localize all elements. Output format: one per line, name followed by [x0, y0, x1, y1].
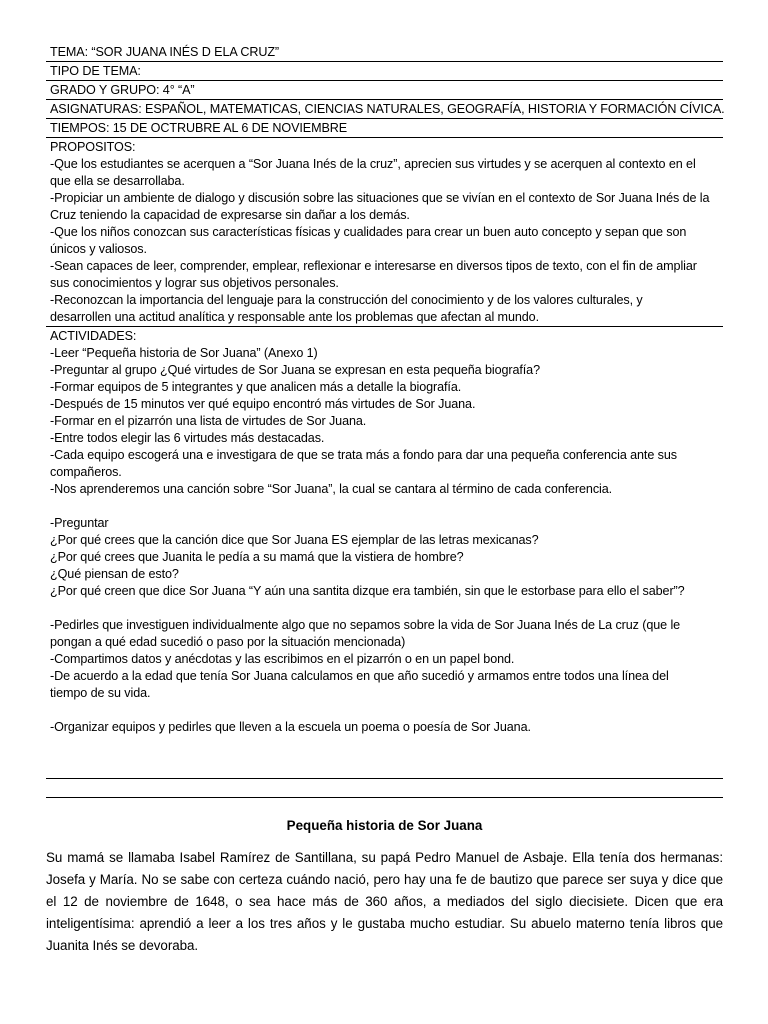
blank-line — [50, 600, 719, 617]
blank-line — [50, 702, 719, 719]
actividad-line: -Después de 15 minutos ver qué equipo encontró más virtudes de Sor Juana. — [50, 397, 476, 411]
propositos-heading: PROPOSITOS: — [50, 140, 136, 154]
story-title: Pequeña historia de Sor Juana — [286, 818, 483, 833]
actividad-line: -Organizar equipos y pedirles que lleven a la escuela un poema o poesía de Sor Juana. — [50, 720, 531, 734]
proposito-line: -Que los niños conozcan sus características físicas y cualidades para crear un buen auto concepto y sepan que son — [50, 225, 687, 239]
lesson-plan-table — [46, 43, 723, 779]
actividades-row — [46, 327, 723, 779]
actividad-line: ¿Por qué creen que dice Sor Juana “Y aún una santita dizque era también, sin que le estorbase para ello el saber”? — [50, 584, 685, 598]
story-paragraph: Su mamá se llamaba Isabel Ramírez de Santillana, su papá Pedro Manuel de Asbaje. Ella tenía dos hermanas: Josefa y María. No se sabe con certeza cuándo nació, pero hay una fe de bautizo que parece ser suya y dice que el 12 de noviembre de 1648, o sea hace más de 360 años, a mediados del siglo diecisiete. Dicen que era inteligentísima: aprendió a leer a los tres años y le gustaba mucho estudiar. Su abuelo materno tenía libros que Juanita Inés se devoraba. — [46, 850, 723, 953]
proposito-line: únicos y valiosos. — [50, 242, 147, 256]
proposito-line: -Propiciar un ambiente de dialogo y discusión sobre las situaciones que se vivían en el contexto de Sor Juana Inés de la — [50, 191, 710, 205]
tiempos-row — [46, 119, 723, 138]
actividad-line: -Formar en el pizarrón una lista de virtudes de Sor Juana. — [50, 414, 367, 428]
tema-text: TEMA: “SOR JUANA INÉS D ELA CRUZ” — [50, 45, 280, 59]
actividades-list — [50, 345, 719, 736]
actividad-line: -Entre todos elegir las 6 virtudes más destacadas. — [50, 431, 325, 445]
actividad-line: compañeros. — [50, 465, 122, 479]
actividad-line: tiempo de su vida. — [50, 686, 151, 700]
actividad-line: ¿Por qué crees que Juanita le pedía a su mamá que la vistiera de hombre? — [50, 550, 464, 564]
actividad-line: -Preguntar — [50, 516, 109, 530]
actividad-line: -Pedirles que investiguen individualmente algo que no sepamos sobre la vida de Sor Juana Inés de La cruz (que le — [50, 618, 681, 632]
actividad-line: -Compartimos datos y anécdotas y las escribimos en el pizarrón o en un papel bond. — [50, 652, 515, 666]
proposito-line: -Reconozcan la importancia del lenguaje para la construcción del conocimiento y de los valores culturales, y — [50, 293, 643, 307]
propositos-row — [46, 138, 723, 327]
actividad-line: pongan a qué edad sucedió o paso por la situación mencionada) — [50, 635, 406, 649]
propositos-list — [50, 156, 719, 326]
tipo-text: TIPO DE TEMA: — [50, 64, 141, 78]
actividad-line: -Formar equipos de 5 integrantes y que analicen más a detalle la biografía. — [50, 380, 462, 394]
section-divider — [46, 797, 723, 798]
actividad-line: ¿Qué piensan de esto? — [50, 567, 179, 581]
actividad-line: -De acuerdo a la edad que tenía Sor Juana calculamos en que año sucedió y armamos entre todos una línea del — [50, 669, 669, 683]
actividades-heading: ACTIVIDADES: — [50, 329, 137, 343]
actividad-line: -Nos aprenderemos una canción sobre “Sor Juana”, la cual se cantara al término de cada conferencia. — [50, 482, 613, 496]
tema-row — [46, 43, 723, 62]
asignaturas-row — [46, 100, 723, 119]
tiempos-text: TIEMPOS: 15 DE OCTRUBRE AL 6 DE NOVIEMBRE — [50, 121, 348, 135]
proposito-line: -Sean capaces de leer, comprender, emplear, reflexionar e interesarse en diversos tipos de texto, con el fin de ampliar — [50, 259, 697, 273]
tipo-row — [46, 62, 723, 81]
actividad-line: -Preguntar al grupo ¿Qué virtudes de Sor Juana se expresan en esta pequeña biografía? — [50, 363, 540, 377]
proposito-line: que ella se desarrollaba. — [50, 174, 185, 188]
proposito-line: desarrollen una actitud analítica y responsable ante los problemas que afectan al mundo. — [50, 310, 539, 324]
asignaturas-text: ASIGNATURAS: ESPAÑOL, MATEMATICAS, CIENCIAS NATURALES, GEOGRAFÍA, HISTORIA Y FORMACIÓN CÍVICA. — [50, 102, 725, 116]
grado-row — [46, 81, 723, 100]
grado-text: GRADO Y GRUPO: 4° “A” — [50, 83, 195, 97]
proposito-line: -Que los estudiantes se acerquen a “Sor Juana Inés de la cruz”, aprecien sus virtudes y se acerquen al contexto en el — [50, 157, 696, 171]
proposito-line: sus conocimientos y lograr sus objetivos personales. — [50, 276, 339, 290]
proposito-line: Cruz teniendo la capacidad de expresarse sin dañar a los demás. — [50, 208, 410, 222]
actividad-line: -Cada equipo escogerá una e investigara de que se trata más a fondo para dar una pequeña conferencia ante sus — [50, 448, 677, 462]
actividad-line: ¿Por qué crees que la canción dice que Sor Juana ES ejemplar de las letras mexicanas? — [50, 533, 539, 547]
actividad-line: -Leer “Pequeña historia de Sor Juana” (Anexo 1) — [50, 346, 318, 360]
blank-line — [50, 498, 719, 515]
